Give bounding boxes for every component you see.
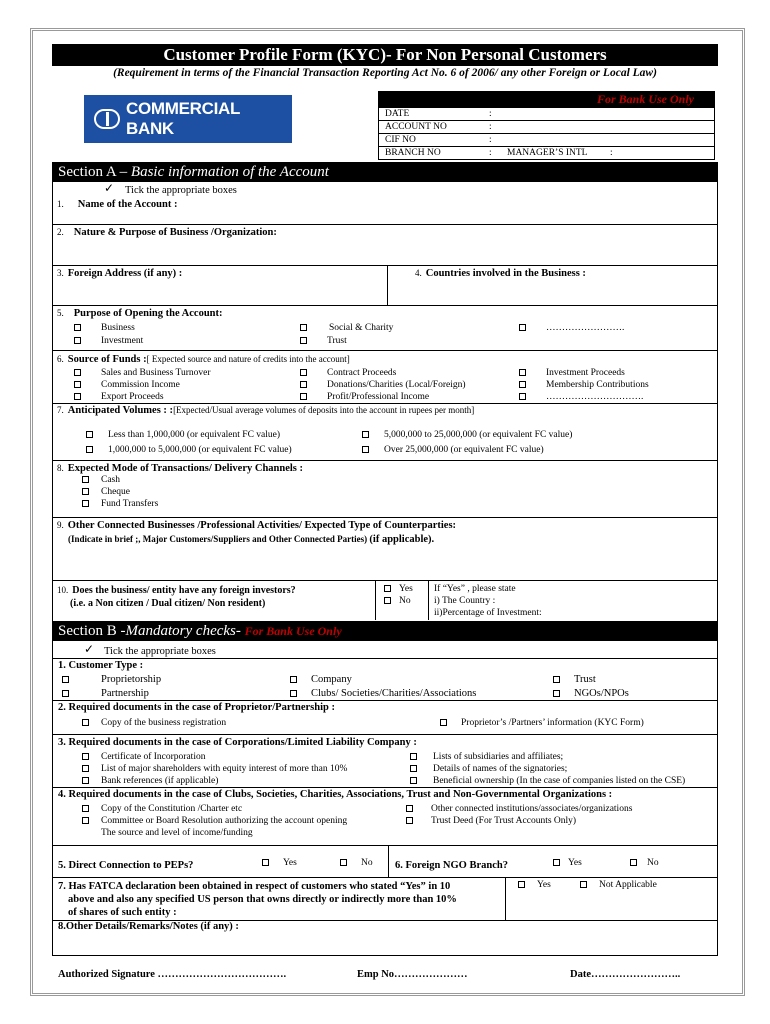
checkbox[interactable] <box>82 817 89 824</box>
divider <box>52 877 718 878</box>
divider <box>52 224 718 225</box>
checkbox[interactable] <box>553 690 560 697</box>
q8-option-transfers[interactable]: Fund Transfers <box>82 499 158 509</box>
b-q4-option[interactable]: Copy of the Constitution /Charter etc <box>82 804 242 814</box>
checkbox[interactable] <box>86 446 93 453</box>
section-a-header: Section A – Basic information of the Account <box>52 162 718 182</box>
date-field[interactable]: Date…………………….. <box>570 969 681 980</box>
divider <box>388 845 389 877</box>
checkbox[interactable] <box>518 881 525 888</box>
q9-label: 9. Other Connected Businesses /Professional Activities/ Expected Type of Counterparties: <box>57 520 457 531</box>
q5-option-investment[interactable]: Investment <box>74 336 143 346</box>
divider <box>52 845 718 846</box>
b-q4-option[interactable]: Trust Deed (For Trust Accounts Only) <box>406 816 576 826</box>
checkbox[interactable] <box>384 585 391 592</box>
q10-yes[interactable]: Yes <box>384 584 413 594</box>
checkbox[interactable] <box>406 805 413 812</box>
checkbox[interactable] <box>519 381 526 388</box>
q6-option[interactable]: Profit/Professional Income <box>300 392 429 402</box>
checkbox[interactable] <box>410 753 417 760</box>
q5-label: 5. Purpose of Opening the Account: <box>57 308 223 319</box>
checkbox[interactable] <box>62 690 69 697</box>
checkbox[interactable] <box>74 337 81 344</box>
bank-logo-icon <box>94 109 120 129</box>
checkbox[interactable] <box>300 324 307 331</box>
bank-use-row-account[interactable]: ACCOUNT NO : <box>379 120 714 133</box>
checkbox[interactable] <box>406 817 413 824</box>
customer-type-trust[interactable]: Trust <box>553 674 596 685</box>
b-q6-label: 6. Foreign NGO Branch? <box>395 860 508 871</box>
q5-option-trust[interactable]: Trust <box>300 336 347 346</box>
divider <box>52 700 718 701</box>
b-q5-label: 5. Direct Connection to PEPs? <box>58 860 194 871</box>
checkmark-icon: ✓ <box>104 181 115 195</box>
checkbox[interactable] <box>362 446 369 453</box>
bank-use-label: BRANCH NO <box>385 148 441 158</box>
q7-option[interactable]: Less than 1,000,000 (or equivalent FC value) <box>86 430 280 440</box>
q3-label: 3. Foreign Address (if any) : <box>57 268 183 279</box>
checkbox[interactable] <box>340 859 347 866</box>
customer-type-partnership[interactable]: Partnership <box>62 688 149 699</box>
checkbox[interactable] <box>410 765 417 772</box>
checkbox[interactable] <box>290 676 297 683</box>
checkbox[interactable] <box>519 369 526 376</box>
emp-no[interactable]: Emp No………………… <box>357 969 468 980</box>
b-q4-option[interactable]: Other connected institutions/associates/organizations <box>406 804 632 814</box>
manager-intl-label: MANAGER’S INTL <box>507 148 588 158</box>
divider <box>52 265 718 266</box>
divider <box>52 734 718 735</box>
checkbox[interactable] <box>362 431 369 438</box>
customer-type-clubs[interactable]: Clubs/ Societies/Charities/Associations <box>290 688 476 699</box>
divider <box>717 182 718 621</box>
customer-type-proprietorship[interactable]: Proprietorship <box>62 674 161 685</box>
q8-option-cheque[interactable]: Cheque <box>82 487 130 497</box>
checkbox[interactable] <box>62 676 69 683</box>
checkbox[interactable] <box>440 719 447 726</box>
section-b-header: Section B -Mandatory checks- For Bank Use Only <box>52 621 718 641</box>
checkbox[interactable] <box>86 431 93 438</box>
q7-option[interactable]: 5,000,000 to 25,000,000 (or equivalent FC value) <box>362 430 572 440</box>
checkbox[interactable] <box>82 753 89 760</box>
b-q5-no[interactable]: No <box>340 858 373 868</box>
q7-option[interactable]: 1,000,000 to 5,000,000 (or equivalent FC value) <box>86 445 292 455</box>
authorized-signature[interactable]: Authorized Signature ………………………………. <box>58 969 287 980</box>
divider <box>52 641 53 955</box>
checkbox[interactable] <box>82 765 89 772</box>
q6-option[interactable]: Donations/Charities (Local/Foreign) <box>300 380 466 390</box>
bank-logo <box>84 95 292 143</box>
form-subtitle: (Requirement in terms of the Financial Transaction Reporting Act No. 6 of 2006/ any other Foreign or Local Law) <box>113 67 657 79</box>
divider <box>52 517 718 518</box>
b-q5-yes[interactable]: Yes <box>262 858 297 868</box>
checkbox[interactable] <box>82 500 89 507</box>
b-q7-label-3: of shares of such entity : <box>68 907 177 918</box>
section-b-bank-use: For Bank Use Only <box>244 624 342 638</box>
q6-option[interactable]: Membership Contributions <box>519 380 649 390</box>
b-q2-label: 2. Required documents in the case of Proprietor/Partnership : <box>58 702 335 713</box>
checkbox[interactable] <box>262 859 269 866</box>
b-q4-label: 4. Required documents in the case of Clubs, Societies, Charities, Associations, Trust and Non-Governmental Organizations : <box>58 789 613 800</box>
checkbox[interactable] <box>74 393 81 400</box>
q7-label: 7. Anticipated Volumes : :[Expected/Usual average volumes of deposits into the account in rupees per month] <box>57 405 475 416</box>
b-q2-option[interactable]: Proprietor’s /Partners’ information (KYC Form) <box>440 718 644 728</box>
q10-country[interactable]: i) The Country : <box>434 596 496 606</box>
b-q7-label-2: above and also any specified US person that owns directly or indirectly more than 10% <box>68 894 457 905</box>
checkbox[interactable] <box>74 324 81 331</box>
checkbox[interactable] <box>300 337 307 344</box>
b-q3-option[interactable]: Beneficial ownership (In the case of companies listed on the CSE) <box>410 776 685 786</box>
customer-type-ngo[interactable]: NGOs/NPOs <box>553 688 629 699</box>
section-b-title: Mandatory checks- <box>125 623 241 639</box>
checkbox[interactable] <box>82 476 89 483</box>
checkbox[interactable] <box>580 881 587 888</box>
divider <box>52 403 718 404</box>
b-q7-na[interactable]: Not Applicable <box>580 880 657 890</box>
q1-label: 1. Name of the Account : <box>57 199 178 210</box>
q5-option-social[interactable]: Social & Charity <box>300 323 393 333</box>
checkmark-icon: ✓ <box>84 642 95 656</box>
q6-option[interactable]: …………………………. <box>519 392 643 402</box>
checkbox[interactable] <box>82 777 89 784</box>
checkbox[interactable] <box>519 324 526 331</box>
q10-if-yes: If “Yes” , please state <box>434 584 516 594</box>
divider <box>717 641 718 955</box>
form-title: Customer Profile Form (KYC)- For Non Personal Customers <box>52 44 718 66</box>
bank-use-row-date[interactable]: DATE : <box>379 107 714 120</box>
b-q7-yes[interactable]: Yes <box>518 880 551 890</box>
checkbox[interactable] <box>410 777 417 784</box>
checkbox[interactable] <box>553 676 560 683</box>
divider <box>52 580 718 581</box>
bank-use-label: ACCOUNT NO <box>385 122 447 132</box>
q10-label: 10. Does the business/ entity have any foreign investors? <box>57 585 296 596</box>
divider <box>428 580 429 620</box>
q10-label-2: (i.e. a Non citizen / Dual citizen/ Non resident) <box>70 598 266 609</box>
checkbox[interactable] <box>553 859 560 866</box>
divider <box>387 265 388 305</box>
b-q4-option[interactable]: The source and level of income/funding <box>101 828 253 838</box>
checkbox[interactable] <box>300 369 307 376</box>
checkbox[interactable] <box>82 805 89 812</box>
q5-option-other[interactable]: ……………………. <box>519 323 624 333</box>
q6-option[interactable]: Contract Proceeds <box>300 368 396 378</box>
divider <box>52 955 718 956</box>
b-q6-yes[interactable]: Yes <box>553 858 582 868</box>
b-q3-option[interactable]: Lists of subsidiaries and affiliates; <box>410 752 563 762</box>
q7-option[interactable]: Over 25,000,000 (or equivalent FC value) <box>362 445 544 455</box>
bank-use-row-cif[interactable]: CIF NO : <box>379 133 714 146</box>
tick-note: Tick the appropriate boxes <box>125 185 237 196</box>
q2-label: 2. Nature & Purpose of Business /Organization: <box>57 227 277 238</box>
tick-note-b: Tick the appropriate boxes <box>104 646 216 657</box>
customer-type-company[interactable]: Company <box>290 674 352 685</box>
divider <box>505 877 506 920</box>
checkbox[interactable] <box>290 690 297 697</box>
b-q8-label: 8.Other Details/Remarks/Notes (if any) : <box>58 921 239 932</box>
q10-no[interactable]: No <box>384 596 411 606</box>
b-q1-label: 1. Customer Type : <box>58 660 144 671</box>
divider <box>52 787 718 788</box>
checkbox[interactable] <box>74 381 81 388</box>
q6-option[interactable]: Investment Proceeds <box>519 368 625 378</box>
b-q2-option[interactable]: Copy of the business registration <box>82 718 226 728</box>
checkbox[interactable] <box>82 719 89 726</box>
checkbox[interactable] <box>74 369 81 376</box>
bank-use-heading: For Bank Use Only <box>379 92 714 107</box>
b-q4-option[interactable]: Committee or Board Resolution authorizing the account opening <box>82 816 347 826</box>
b-q3-label: 3. Required documents in the case of Corporations/Limited Liability Company : <box>58 737 417 748</box>
divider <box>375 580 376 620</box>
bank-use-label: CIF NO <box>385 135 416 145</box>
q5-option-business[interactable]: Business <box>74 323 135 333</box>
bank-logo-text: COMMERCIAL BANK <box>125 99 240 138</box>
q8-option-cash[interactable]: Cash <box>82 475 120 485</box>
q4-label: 4. Countries involved in the Business : <box>415 268 586 279</box>
q6-option[interactable]: Commission Income <box>74 380 180 390</box>
checkbox[interactable] <box>519 393 526 400</box>
bank-use-label: DATE <box>385 109 410 119</box>
q6-option[interactable]: Export Proceeds <box>74 392 164 402</box>
b-q3-option[interactable]: Details of names of the signatories; <box>410 764 567 774</box>
divider <box>52 460 718 461</box>
b-q3-option[interactable]: Bank references (if applicable) <box>82 776 218 786</box>
q8-label: 8. Expected Mode of Transactions/ Delivery Channels : <box>57 463 304 474</box>
divider <box>52 305 718 306</box>
q6-label: 6. Source of Funds :[ Expected source and nature of credits into the account] <box>57 354 350 365</box>
bank-use-row-branch[interactable]: BRANCH NO : MANAGER’S INTL : <box>379 146 714 159</box>
checkbox[interactable] <box>82 488 89 495</box>
q6-option[interactable]: Sales and Business Turnover <box>74 368 211 378</box>
checkbox[interactable] <box>300 381 307 388</box>
checkbox[interactable] <box>630 859 637 866</box>
divider <box>52 658 718 659</box>
divider <box>52 182 53 621</box>
q9-note: (Indicate in brief ;, Major Customers/Suppliers and Other Connected Parties) (if applicable). <box>68 534 435 545</box>
checkbox[interactable] <box>384 597 391 604</box>
b-q6-no[interactable]: No <box>630 858 659 868</box>
checkbox[interactable] <box>300 393 307 400</box>
b-q7-label: 7. Has FATCA declaration been obtained in respect of customers who stated “Yes” in 10 <box>58 881 451 892</box>
b-q3-option[interactable]: List of major shareholders with equity interest of more than 10% <box>82 764 347 774</box>
b-q3-option[interactable]: Certificate of Incorporation <box>82 752 205 762</box>
q10-percentage[interactable]: ii)Percentage of Investment: <box>434 608 542 618</box>
bank-use-box <box>378 91 715 160</box>
section-a-title: Basic information of the Account <box>130 164 329 180</box>
divider <box>52 350 718 351</box>
